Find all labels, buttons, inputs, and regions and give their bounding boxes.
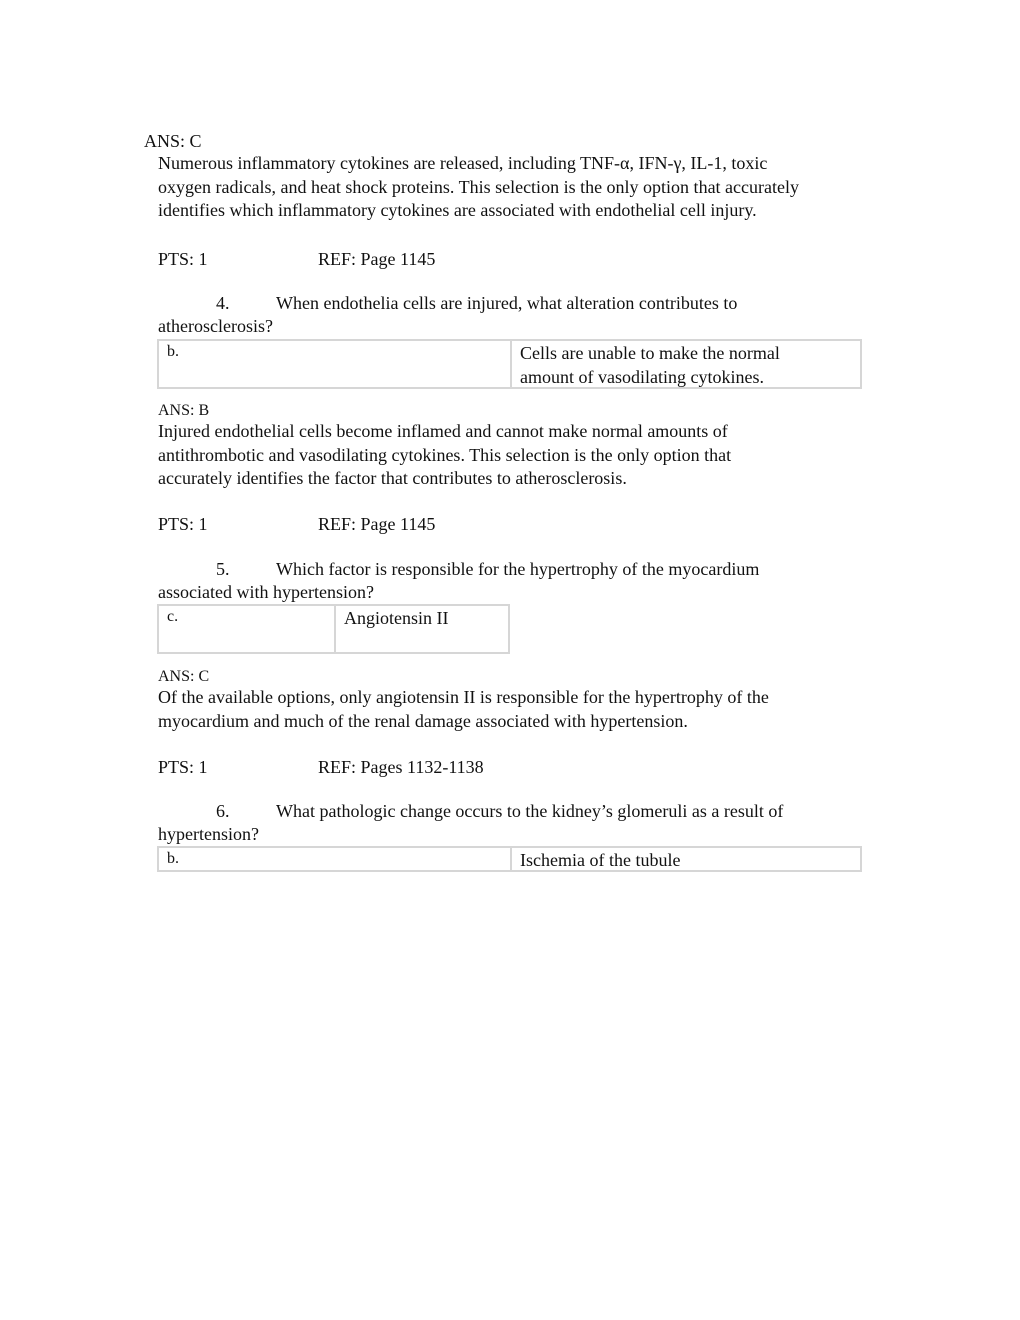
q3-rationale-line: Numerous inflammatory cytokines are released, including TNF-α, IFN-γ, IL-1, toxic xyxy=(158,153,768,173)
q3-rationale-line: oxygen radicals, and heat shock proteins. This selection is the only option that accurately xyxy=(158,176,799,197)
q6-option-table xyxy=(157,846,862,872)
q5-option-text xyxy=(334,606,508,652)
q5-option-table xyxy=(157,604,510,654)
q5-answer: ANS: C xyxy=(158,668,210,685)
q3-points: PTS: 1 xyxy=(158,249,208,269)
q4-answer: ANS: B xyxy=(158,402,210,419)
q4-rationale-line: accurately identifies the factor that contributes to atherosclerosis. xyxy=(158,468,627,488)
q5-option-letter: c. xyxy=(167,608,179,625)
q6-question: What pathologic change occurs to the kidney’s glomeruli as a result of xyxy=(276,801,784,821)
q5-number: 5. xyxy=(216,559,230,579)
q4-option-line: amount of vasodilating cytokines. xyxy=(520,366,764,387)
q3-rationale xyxy=(158,152,858,223)
q4-reference: REF: Page 1145 xyxy=(318,514,436,534)
q4-option-text xyxy=(510,341,860,387)
q6-number: 6. xyxy=(216,801,230,821)
q3-answer: ANS: C xyxy=(144,131,202,151)
q4-points: PTS: 1 xyxy=(158,514,208,534)
q4-rationale xyxy=(158,420,858,491)
q4-option-letter: b. xyxy=(167,343,179,360)
q6-question-cont: hypertension? xyxy=(158,824,259,844)
q4-option-line: Cells are unable to make the normal xyxy=(520,343,780,363)
q5-rationale-line: myocardium and much of the renal damage associated with hypertension. xyxy=(158,710,688,731)
q5-option-line: Angiotensin II xyxy=(344,608,449,628)
q4-rationale-line: antithrombotic and vasodilating cytokines. This selection is the only option that xyxy=(158,444,732,465)
q4-question: When endothelia cells are injured, what alteration contributes to xyxy=(276,293,738,313)
q4-number: 4. xyxy=(216,293,230,313)
q5-question-cont: associated with hypertension? xyxy=(158,582,374,602)
q5-reference: REF: Pages 1132-1138 xyxy=(318,757,484,777)
q4-rationale-line: Injured endothelial cells become inflamed and cannot make normal amounts of xyxy=(158,421,728,441)
q6-option-text xyxy=(510,848,860,870)
q3-reference: REF: Page 1145 xyxy=(318,249,436,269)
q6-option-line: Ischemia of the tubule xyxy=(520,850,681,870)
q6-option-letter: b. xyxy=(167,850,179,867)
q5-rationale-line: Of the available options, only angiotensin II is responsible for the hypertrophy of the xyxy=(158,687,769,707)
q4-question-cont: atherosclerosis? xyxy=(158,316,273,336)
q5-points: PTS: 1 xyxy=(158,757,208,777)
q5-rationale xyxy=(158,686,858,733)
q3-rationale-line: identifies which inflammatory cytokines are associated with endothelial cell injury. xyxy=(158,200,757,220)
q5-question: Which factor is responsible for the hypertrophy of the myocardium xyxy=(276,559,760,579)
q4-option-table xyxy=(157,339,862,389)
